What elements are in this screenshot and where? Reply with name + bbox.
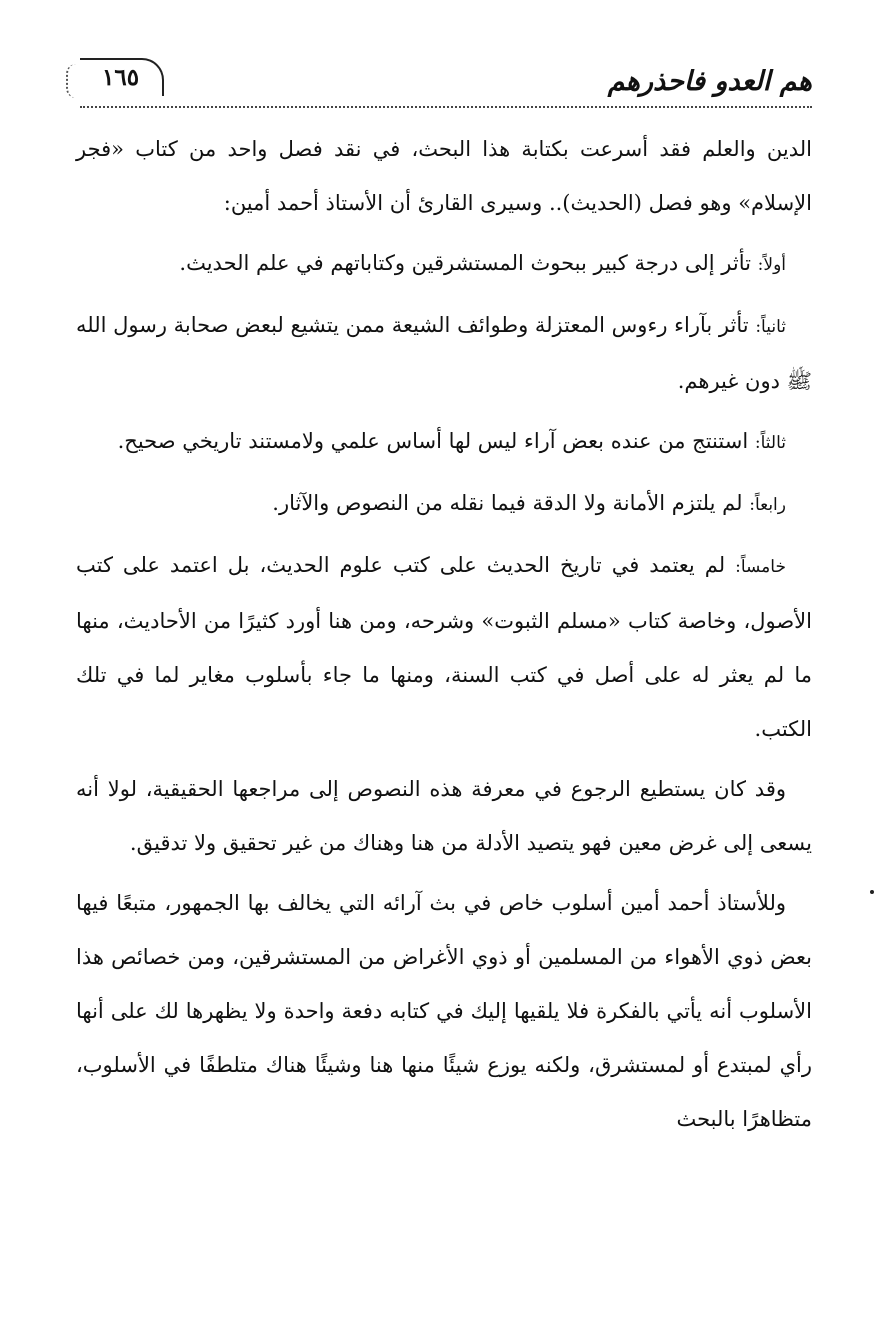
list-item-lead: خامساً: — [735, 557, 786, 577]
running-header — [80, 58, 812, 106]
body-text — [76, 122, 812, 1146]
page-number: ١٦٥ — [102, 64, 140, 91]
list-item-text: استنتج من عنده بعض آراء ليس لها أساس علمي ولامستند تاريخي صحيح. — [117, 429, 749, 453]
list-item-third — [76, 414, 812, 470]
list-item-text: لم يلتزم الأمانة ولا الدقة فيما نقله من النصوص والآثار. — [272, 491, 743, 515]
paragraph-style: وللأستاذ أحمد أمين أسلوب خاص في بث آرائه التي يخالف بها الجمهور، متبعًا فيها بعض ذوي الأهواء من المسلمين أو ذوي الأغراض من المستشرقين، ومن خصائص هذا الأسلوب أنه يأتي بالفكرة فلا يلقيها إليك في كتابه دفعة واحدة ولا يظهرها لك على أنها رأي لمبتدع أو لمستشرق، ولكنه يوزع شيئًا منها هنا وشيئًا هناك متلطفًا في الأسلوب، متظاهرًا بالبحث — [76, 891, 812, 1131]
page-number-frame — [80, 58, 164, 96]
paragraph-sources: وقد كان يستطيع الرجوع في معرفة هذه النصوص إلى مراجعها الحقيقية، لولا أنه يسعى إلى غرض معين فهو يتصيد الأدلة من هنا وهناك من غير تحقيق ولا تدقيق. — [76, 777, 812, 855]
list-item-text: تأثر إلى درجة كبير ببحوث المستشرقين وكتاباتهم في علم الحديث. — [179, 251, 751, 275]
list-item-fourth — [76, 476, 812, 532]
intro-paragraph: الدين والعلم فقد أسرعت بكتابة هذا البحث، في نقد فصل واحد من كتاب «فجر الإسلام» وهو فصل (الحديث).. وسيرى القارئ أن الأستاذ أحمد أمين: — [76, 137, 812, 215]
list-item-text: لم يعتمد في تاريخ الحديث على كتب علوم الحديث، بل اعتمد على كتب الأصول، وخاصة كتاب «مسلم الثبوت» وشرحه، ومن هنا أورد كثيرًا من الأحاديث، منها ما لم يعثر له على أصل في كتب السنة، ومنها ما جاء بأسلوب مغاير لما في تلك الكتب. — [76, 553, 812, 741]
list-item-lead: ثالثاً: — [754, 433, 786, 453]
running-title: هم العدو فاحذرهم — [607, 66, 812, 97]
list-item-lead: ثانياً: — [755, 317, 786, 337]
header-divider — [80, 106, 812, 108]
scan-speck — [870, 890, 874, 894]
list-item-text: تأثر بآراء رءوس المعتزلة وطوائف الشيعة ممن يتشيع لبعض صحابة رسول الله ﷺ دون غيرهم. — [76, 313, 812, 393]
list-item-lead: أولاً: — [757, 255, 786, 275]
list-item-second — [76, 298, 812, 408]
list-item-lead: رابعاً: — [749, 495, 786, 515]
list-item-first — [76, 236, 812, 292]
list-item-fifth — [76, 538, 812, 756]
